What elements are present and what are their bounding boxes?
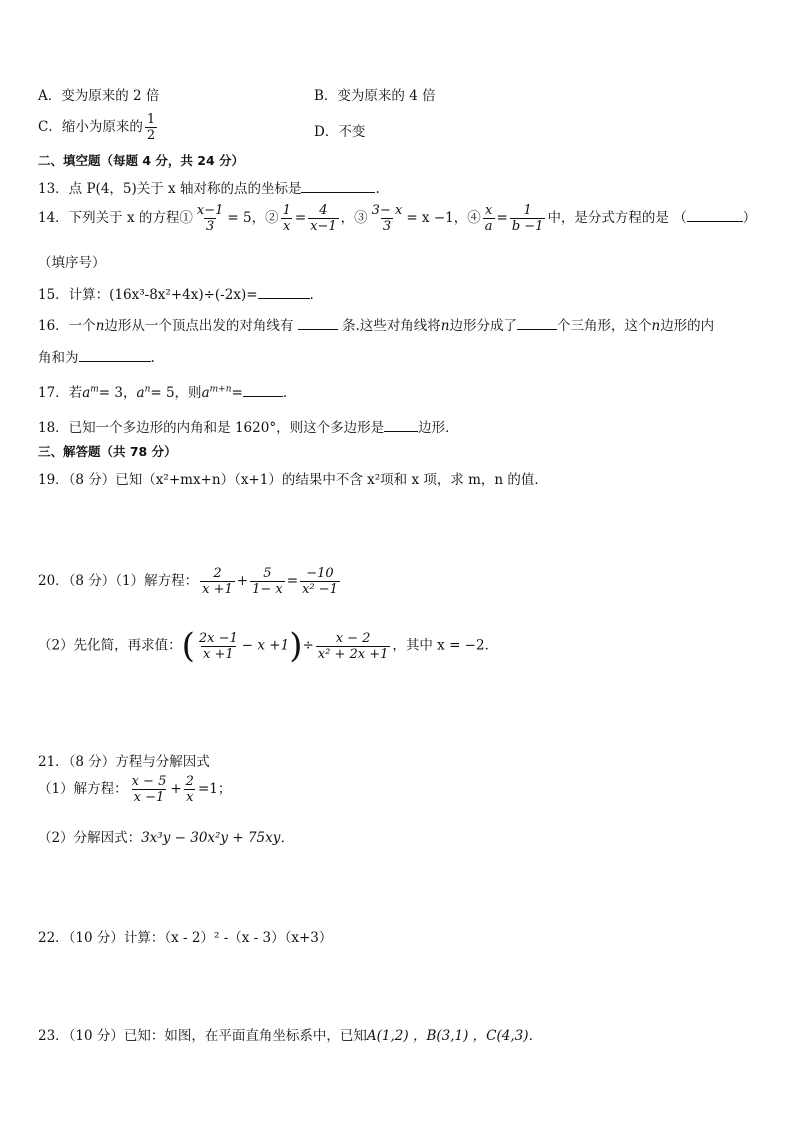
- q21-plus: +: [170, 781, 182, 797]
- question-21-part1: [38, 774, 231, 805]
- q20-fraction-2: [250, 566, 285, 597]
- q16-text: 16．一个: [38, 318, 96, 334]
- answer-blank[interactable]: [301, 180, 375, 193]
- q16-end: .: [150, 350, 155, 366]
- q21-fraction-1: [130, 774, 169, 805]
- fraction-denominator: 1− x: [252, 582, 283, 597]
- q15-text: 15．计算：(16x³-8x²+4x)÷(-2x)=: [38, 287, 258, 303]
- answer-blank[interactable]: [384, 419, 418, 432]
- q14-note: （填序号）: [38, 255, 106, 271]
- q16-text: 边形从一个顶点出发的对角线有: [104, 318, 294, 334]
- q14-eq2-right: [308, 203, 339, 234]
- question-22: 22．（10 分）计算：（x - 2）² -（x - 3）（x+3）: [38, 930, 333, 946]
- q20-fraction-1: [200, 566, 235, 597]
- right-paren: ): [289, 626, 303, 666]
- choice-c-text: C．缩小为原来的: [38, 119, 143, 135]
- choice-c-fraction: [145, 112, 157, 143]
- fraction-numerator: 3− x: [371, 203, 403, 218]
- q16-n: n: [440, 318, 450, 334]
- fraction-numerator: 1: [523, 203, 532, 218]
- question-13: [38, 177, 380, 197]
- q14-tail: 中，是分式方程的是 （: [547, 210, 687, 226]
- q16-text: 个三角形，这个: [556, 318, 652, 334]
- fraction-denominator: b −1: [511, 219, 544, 234]
- fraction-denominator: 2: [146, 128, 156, 143]
- q20-fraction-5: [316, 631, 391, 662]
- q21-fraction-2: [184, 774, 196, 805]
- answer-blank[interactable]: [687, 209, 743, 222]
- fraction-denominator: x: [186, 790, 194, 805]
- choice-d: D．不变: [314, 124, 366, 140]
- fraction-denominator: x +1: [202, 646, 234, 662]
- q20-div: ÷: [302, 637, 314, 654]
- q20-mid: − x +1: [241, 637, 290, 654]
- question-23: [38, 1024, 542, 1044]
- fraction-numerator: −10: [306, 566, 334, 581]
- q16-text: 角和为: [38, 350, 79, 366]
- q16-text: 边形分成了: [449, 318, 517, 334]
- q20-fraction-4: [197, 631, 240, 662]
- q14-eq3-fraction: [370, 203, 405, 234]
- answer-blank[interactable]: [243, 384, 283, 397]
- q17-text: = 3，: [98, 385, 137, 401]
- q17-text: = 5，则: [150, 385, 202, 401]
- q18-text: 18．已知一个多边形的内角和是 1620°，则这个多边形是: [38, 420, 385, 436]
- q14-eq3-rhs: = x −1，④: [406, 210, 481, 226]
- choice-a: A．变为原来的 2 倍: [38, 88, 160, 104]
- fraction-numerator: x−1: [196, 203, 224, 218]
- q16-n: n: [651, 318, 661, 334]
- q21-rhs: =1；: [197, 781, 232, 797]
- q21-expression: 3x³y − 30x²y + 75xy．: [141, 830, 294, 846]
- fraction-denominator: a: [484, 219, 493, 234]
- fraction-numerator: x − 2: [335, 630, 371, 646]
- fraction-numerator: 2: [185, 774, 194, 789]
- q14-eq1-rhs: = 5，②: [227, 210, 279, 226]
- fraction-denominator: x +1: [202, 582, 233, 597]
- q21-text: （1）解方程：: [38, 781, 128, 797]
- answer-blank[interactable]: [79, 349, 151, 362]
- fraction-denominator: 3: [205, 219, 215, 234]
- q14-intro: 14．下列关于 x 的方程①: [38, 210, 193, 226]
- q18-end: 边形．: [418, 420, 459, 436]
- q17-text: 17．若: [38, 385, 83, 401]
- q14-eq1-fraction: [195, 203, 226, 234]
- q16-text: 边形的内: [660, 318, 715, 334]
- q20-text: （2）先化简，再求值：: [38, 637, 182, 654]
- fraction-denominator: x² −1: [302, 582, 338, 597]
- fraction-denominator: x−1: [310, 219, 337, 234]
- q14-eq2-equals: =: [294, 210, 307, 226]
- q23-points: A(1,2) ，B(3,1) ，C(4,3)．: [366, 1028, 542, 1044]
- q14-eq2-left: [281, 203, 293, 234]
- fraction-denominator: x² + 2x +1: [317, 646, 389, 662]
- fraction-numerator: 4: [319, 203, 328, 218]
- q15-end: .: [309, 287, 314, 303]
- question-16: [38, 314, 714, 334]
- q14-eq4-left: [483, 203, 495, 234]
- fraction-denominator: x: [283, 219, 291, 234]
- q17-exp-mn: m+n: [209, 384, 232, 395]
- question-16-line2: [38, 346, 155, 366]
- q17-var-a: a: [82, 385, 91, 401]
- q17-var-a: a: [136, 385, 145, 401]
- left-paren: (: [181, 626, 195, 666]
- question-21-title: 21．（8 分）方程与分解因式: [38, 754, 210, 770]
- question-20-part1: [38, 566, 342, 597]
- answer-blank[interactable]: [298, 317, 338, 330]
- q13-text: 13．点 P(4，5)关于 x 轴对称的点的坐标是: [38, 181, 302, 197]
- q23-text: 23．（10 分）已知：如图，在平面直角坐标系中，已知: [38, 1028, 367, 1044]
- choice-b: B．变为原来的 4 倍: [314, 88, 436, 104]
- answer-blank[interactable]: [517, 317, 557, 330]
- q17-end: .: [282, 385, 288, 401]
- q14-eq4-right: [510, 203, 546, 234]
- question-18: [38, 416, 459, 436]
- question-17: [38, 381, 287, 401]
- q21-text: （2）分解因式：: [38, 830, 142, 846]
- q17-exp-m: m: [90, 384, 99, 395]
- question-15: [38, 283, 314, 303]
- fraction-numerator: 1: [282, 203, 291, 218]
- fraction-denominator: x −1: [133, 790, 165, 805]
- question-14: [38, 203, 756, 234]
- q20-equals: =: [286, 573, 299, 589]
- q13-end: .: [375, 181, 380, 197]
- question-19: 19．（8 分）已知（x²+mx+n）（x+1）的结果中不含 x²项和 x 项，求 m，n 的值．: [38, 472, 548, 488]
- fraction-numerator: x: [484, 203, 493, 218]
- question-20-part2: [38, 626, 498, 666]
- q14-close: ）: [742, 210, 757, 226]
- q20-text: 20．（8 分）（1）解方程：: [38, 573, 199, 589]
- q17-text: =: [231, 385, 243, 401]
- q20-tail: ，其中 x = −2．: [392, 637, 499, 654]
- fraction-numerator: 2x −1: [198, 630, 238, 646]
- fraction-numerator: x − 5: [131, 774, 167, 789]
- q14-eq4-equals: =: [496, 210, 508, 226]
- choice-c: [38, 112, 159, 143]
- answer-blank[interactable]: [258, 286, 310, 299]
- section2-title: 二、填空题（每题 4 分，共 24 分）: [38, 153, 245, 168]
- question-21-part2: [38, 826, 294, 846]
- q16-text: 条.这些对角线将: [341, 318, 441, 334]
- q17-var-a: a: [201, 385, 210, 401]
- q20-fraction-3: [300, 566, 340, 597]
- q14-eq2-sep: ，③: [340, 210, 368, 226]
- q20-plus: +: [236, 573, 249, 589]
- fraction-denominator: 3: [382, 219, 392, 234]
- q17-exp-n: n: [144, 384, 151, 395]
- fraction-numerator: 1: [146, 112, 156, 127]
- q16-n: n: [95, 318, 105, 334]
- fraction-numerator: 2: [213, 566, 222, 581]
- fraction-numerator: 5: [263, 566, 272, 581]
- section3-title: 三、解答题（共 78 分）: [38, 444, 177, 459]
